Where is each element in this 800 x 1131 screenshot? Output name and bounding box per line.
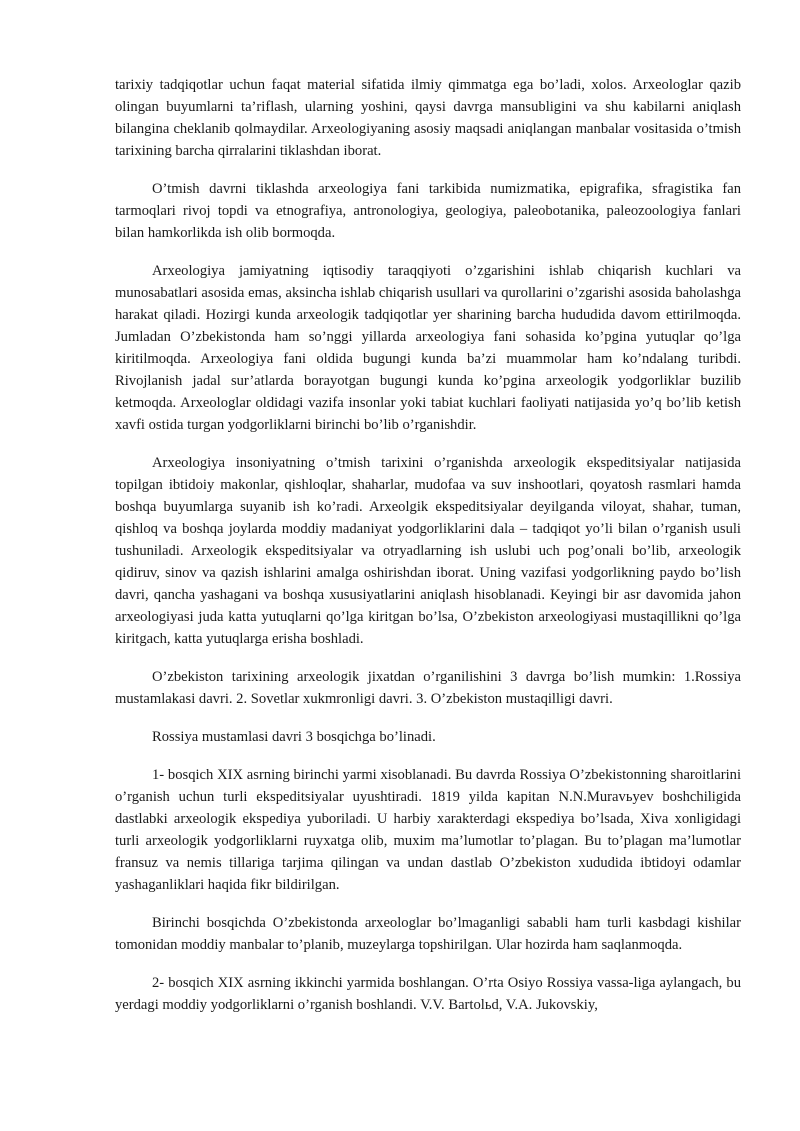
paragraph-8: Birinchi bosqichda O’zbekistonda arxeologlar bo’lmaganligi sababli ham turli kasbdagi kishilar tomonidan moddiy manbalar to’planib, muzeylarga topshirilgan. Ular hozirda ham saqlanmoqda. — [115, 915, 741, 953]
paragraph-5: O’zbekiston tarixining arxeologik jixatdan o’rganilishini 3 davrga bo’lish mumkin: 1.Rossiya mustamlakasi davri. 2. Sovetlar xukmronligi davri. 3. O’zbekiston mustaqilligi davri. — [115, 669, 741, 707]
paragraph-3: Arxeologiya jamiyatning iqtisodiy taraqqiyoti o’zgarishini ishlab chiqarish kuchlari va munosabatlari asosida emas, aksincha ishlab chiqarish usullari va qurollarini o’zgarishi asosida baholashga harakat qiladi. Hozirgi kunda arxeologik tadqiqotlar yer sharining barcha hududida davom ettirilmoqda. Jumladan O’zbekistonda ham so’nggi yillarda arxeologiya fani sohasida ko’pgina yutuqlar qo’lga kiritilmoqda. Arxeologiya fani oldida bugungi kunda ba’zi muammolar ham ko’ndalang turibdi. Rivojlanish jadal sur’atlarda borayotgan bugungi kunda ko’pgina arxeologik yodgorliklar buzilib ketmoqda. Arxeologlar oldidagi vazifa insonlar yoki tabiat kuchlari faoliyati natijasida yo’q bo’lib ketish xavfi ostida turgan yodgorliklarni birinchi bo’lib o’rganishdir. — [115, 263, 741, 433]
paragraph-4: Arxeologiya insoniyatning o’tmish tarixini o’rganishda arxeologik ekspeditsiyalar natijasida topilgan ibtidoiy makonlar, qishloqlar, shaharlar, mudofaa va suv inshootlari, qoyatosh rasmlari hamda boshqa buyumlarga suyanib ish ko’radi. Arxeolgik ekspeditsiyalar deyilganda viloyat, shahar, tuman, qishloq va boshqa joylarda moddiy madaniyat yodgorliklarini dala – tadqiqot yo’li bilan o’rganish usuli tushuniladi. Arxeologik ekspeditsiyalar va otryadlarning ish uslubi uch pog’onali bo’lib, arxeologik qidiruv, sinov va qazish ishlarini amalga oshirishdan iborat. Uning vazifasi yodgorlikning paydo bo’lish davri, qancha yashagani va boshqa xususiyatlarini aniqlash hisoblanadi. Keyingi bir asr davomida jahon arxeologiyasi juda katta yutuqlarni qo’lga kiritgan bo’lsa, O’zbekiston arxeologiyasi mustaqillikni qo’lga kiritgach, katta yutuqlarga erisha boshladi. — [115, 455, 741, 647]
paragraph-1: tarixiy tadqiqotlar uchun faqat material sifatida ilmiy qimmatga ega bo’ladi, xolos. Arxeologlar qazib olingan buyumlarni ta’riflash, ularning yoshini, qaysi davrga mansubligini va shu kabilarni aniqlash bilangina cheklanib qolmaydilar. Arxeologiyaning asosiy maqsadi aniqlangan manbalar vositasida o’tmish tarixining barcha qirralarini tiklashdan iborat. — [115, 77, 741, 159]
paragraph-9: 2- bosqich XIX asrning ikkinchi yarmida boshlangan. O’rta Osiyo Rossiya vassa-liga aylangach, bu yerdagi moddiy yodgorliklarni o’rganish boshlandi. V.V. Bartolьd, V.A. Jukovskiy, — [115, 975, 741, 1013]
paragraph-2: O’tmish davrni tiklashda arxeologiya fani tarkibida numizmatika, epigrafika, sfragistika fan tarmoqlari rivoj topdi va etnografiya, antronologiya, geologiya, paleobotanika, paleozoologiya fanlari bilan hamkorlikda ish olib bormoqda. — [115, 181, 741, 241]
paragraph-6: Rossiya mustamlasi davri 3 bosqichga bo’linadi. — [152, 729, 436, 745]
paragraph-7: 1- bosqich XIX asrning birinchi yarmi xisoblanadi. Bu davrda Rossiya O’zbekistonning sharoitlarini o’rganish uchun turli ekspeditsiyalar uyushtiradi. 1819 yilda kapitan N.N.Muravьyev boshchiligida dastlabki arxeologik ekspediya yuboriladi. U harbiy xarakterdagi ekspediya bo’lsada, Xiva xonligidagi turli arxeologik yodgorliklarni ruyxatga olib, muxim ma’lumotlar to’plagan. Bu to’plagan ma’lumotlar fransuz va nemis tillariga tarjima qilingan va undan dastlab O’zbekiston xududida ibtidoyi odamlar yashaganliklari haqida fikr bildirilgan. — [115, 767, 741, 893]
document-page — [115, 74, 741, 1032]
